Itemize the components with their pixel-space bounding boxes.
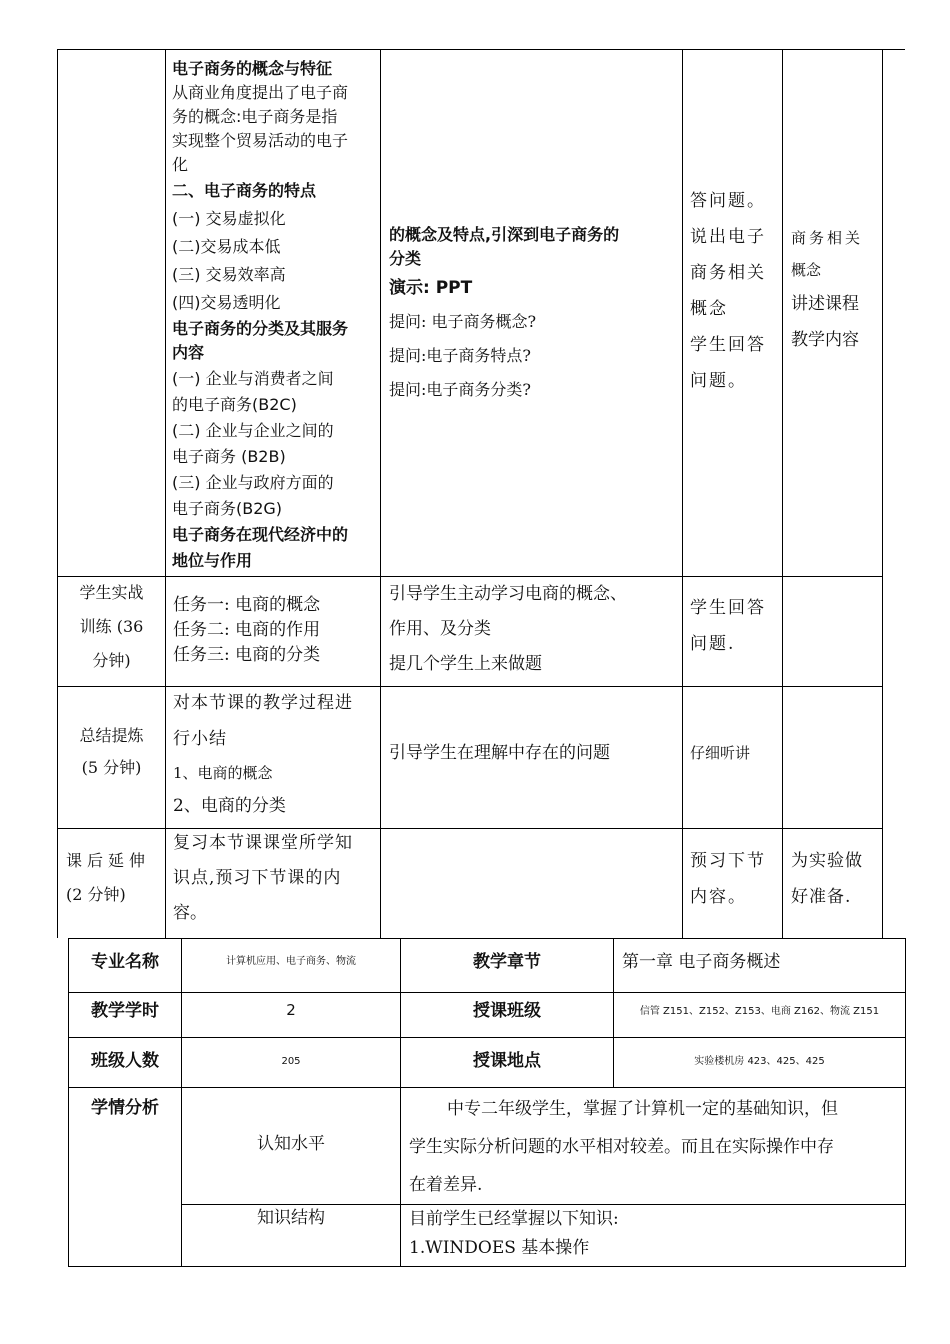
content-heading: 电子商务的概念与特征 (172, 59, 333, 78)
content-line: 电子商务 (B2B) (172, 447, 286, 466)
student-line: 说出电子 (690, 227, 766, 247)
count-value: 205 (281, 1056, 301, 1067)
table-border (882, 49, 883, 938)
teacher-line: 引导学生主动学习电商的概念、 (389, 584, 627, 604)
row1-content-cell (172, 57, 377, 573)
intent-line: 概念 (791, 261, 822, 279)
analysis-label: 学情分析 (91, 1098, 159, 1118)
content-line: 任务一: 电商的概念 (173, 595, 321, 615)
place-label: 授课地点 (473, 1051, 541, 1071)
row2-teacher-cell (389, 576, 681, 682)
content-heading: 电子商务在现代经济中的 (172, 525, 349, 544)
row3-student-cell (690, 740, 780, 766)
content-line: 任务三: 电商的分类 (173, 645, 321, 665)
teacher-line: 提问:电子商务分类? (389, 380, 531, 399)
content-line: 识点,预习下节课的内 (173, 868, 342, 888)
table-border (905, 938, 906, 1267)
row2-student-cell (690, 590, 780, 662)
content-line: 的电子商务(B2C) (172, 395, 297, 414)
student-line: 内容。 (690, 887, 747, 907)
chapter-label: 教学章节 (473, 952, 541, 972)
content-line: 务的概念:电子商务是指 (172, 107, 338, 126)
teacher-line: 分类 (389, 249, 422, 268)
cognitive-label: 认知水平 (257, 1134, 325, 1154)
cognitive-line: 在着差异. (409, 1175, 483, 1195)
knowledge-text (409, 1206, 903, 1264)
teacher-line: 提问:电子商务特点? (389, 346, 531, 365)
content-line: 1、电商的概念 (173, 764, 273, 782)
student-line: 概念 (690, 299, 728, 319)
table-border (68, 1037, 906, 1038)
hours-value: 2 (286, 1001, 296, 1019)
knowledge-line: 目前学生已经掌握以下知识: (409, 1209, 619, 1229)
table-border (68, 938, 906, 939)
stage-line: 训练 (36 (79, 617, 144, 636)
row4-intent-cell (791, 843, 881, 915)
content-line: 容。 (173, 903, 207, 923)
content-line: (一) 交易虚拟化 (172, 209, 286, 228)
content-line: 实现整个贸易活动的电子 (172, 131, 349, 150)
major-label: 专业名称 (91, 952, 159, 972)
row2-content-cell (173, 593, 378, 668)
table-border (400, 938, 401, 1267)
content-line: (三) 交易效率高 (172, 265, 286, 284)
content-heading: 二、电子商务的特点 (172, 181, 317, 200)
table-border (68, 992, 906, 993)
cognitive-text (409, 1090, 903, 1204)
student-line: 学生回答 (690, 598, 766, 618)
content-line: 任务二: 电商的作用 (173, 620, 321, 640)
student-line: 商务相关 (690, 263, 766, 283)
table-border (57, 49, 905, 50)
teacher-line: 引导学生在理解中存在的问题 (389, 743, 610, 763)
content-line: (二)交易成本低 (172, 237, 281, 256)
row4-student-cell (690, 843, 780, 915)
content-line: (一) 企业与消费者之间 (172, 369, 334, 388)
class-label: 授课班级 (473, 1001, 541, 1021)
knowledge-label: 知识结构 (257, 1208, 325, 1228)
row1-intent-cell (791, 222, 881, 358)
intent-line: 商务相关 (791, 229, 864, 247)
table-border (782, 49, 783, 938)
student-line: 学生回答 (690, 335, 766, 355)
count-label: 班级人数 (91, 1051, 159, 1071)
student-line: 问题。 (690, 371, 747, 391)
content-line: (二) 企业与企业之间的 (172, 421, 334, 440)
student-line: 仔细听讲 (690, 744, 751, 762)
content-heading: 内容 (172, 343, 205, 362)
row4-stage-cell (66, 844, 162, 912)
student-line: 预习下节 (690, 851, 766, 871)
major-value: 计算机应用、电子商务、物流 (226, 956, 356, 967)
cognitive-line: 中专二年级学生，掌握了计算机一定的基础知识，但 (447, 1099, 838, 1119)
stage-line: 学生实战 (79, 583, 144, 602)
teacher-line: 演示: PPT (389, 278, 473, 298)
chapter-value: 第一章 电子商务概述 (622, 952, 781, 972)
table-border (165, 49, 166, 938)
content-heading: 地位与作用 (172, 551, 253, 570)
content-line: 电子商务(B2G) (172, 499, 283, 518)
student-line: 答问题。 (690, 191, 766, 211)
content-line: (四)交易透明化 (172, 293, 281, 312)
stage-line: 分钟) (92, 651, 131, 670)
row3-stage-cell (58, 720, 165, 784)
content-line: 2、电商的分类 (173, 796, 286, 816)
knowledge-line: 1.WINDOES 基本操作 (409, 1238, 590, 1258)
row2-stage-cell (58, 577, 165, 677)
table-border (68, 1087, 906, 1088)
content-line: 行小结 (173, 729, 227, 749)
content-line: (三) 企业与政府方面的 (172, 473, 334, 492)
intent-line: 好准备. (791, 887, 852, 907)
table-border (68, 1266, 906, 1267)
stage-line: (2 分钟) (66, 885, 126, 904)
content-heading: 电子商务的分类及其服务 (172, 319, 349, 338)
class-value: 信管 Z151、Z152、Z153、电商 Z162、物流 Z151 (639, 1006, 880, 1017)
student-line: 问题. (690, 634, 736, 654)
table-border (682, 49, 683, 938)
teacher-line: 提问: 电子商务概念? (389, 312, 537, 331)
stage-line: 总结提炼 (79, 726, 144, 745)
place-value: 实验楼机房 423、425、425 (694, 1056, 825, 1067)
table-border (57, 49, 58, 938)
content-line: 从商业角度提出了电子商 (172, 83, 349, 102)
intent-line: 为实验做 (791, 851, 863, 871)
content-line: 对本节课的教学过程进 (173, 693, 353, 713)
stage-line: 课后延伸 (66, 851, 151, 870)
intent-line: 讲述课程 (791, 294, 859, 314)
hours-label: 教学学时 (91, 1001, 159, 1021)
row3-content-cell (173, 685, 378, 823)
row4-content-cell (173, 826, 378, 930)
intent-line: 教学内容 (791, 330, 859, 350)
teacher-line: 的概念及特点,引深到电子商务的 (389, 225, 620, 244)
content-line: 复习本节课课堂所学知 (173, 833, 353, 853)
table-border (380, 49, 381, 938)
teacher-line: 作用、及分类 (389, 619, 491, 639)
row1-student-cell (690, 183, 780, 399)
content-line: 化 (172, 155, 189, 174)
cognitive-line: 学生实际分析问题的水平相对较差。而且在实际操作中存 (409, 1137, 834, 1157)
row3-teacher-cell (389, 740, 681, 766)
teacher-line: 提几个学生上来做题 (389, 654, 542, 674)
row1-teacher-cell (389, 223, 679, 407)
table-border (181, 1204, 906, 1205)
stage-line: (5 分钟) (81, 758, 142, 777)
